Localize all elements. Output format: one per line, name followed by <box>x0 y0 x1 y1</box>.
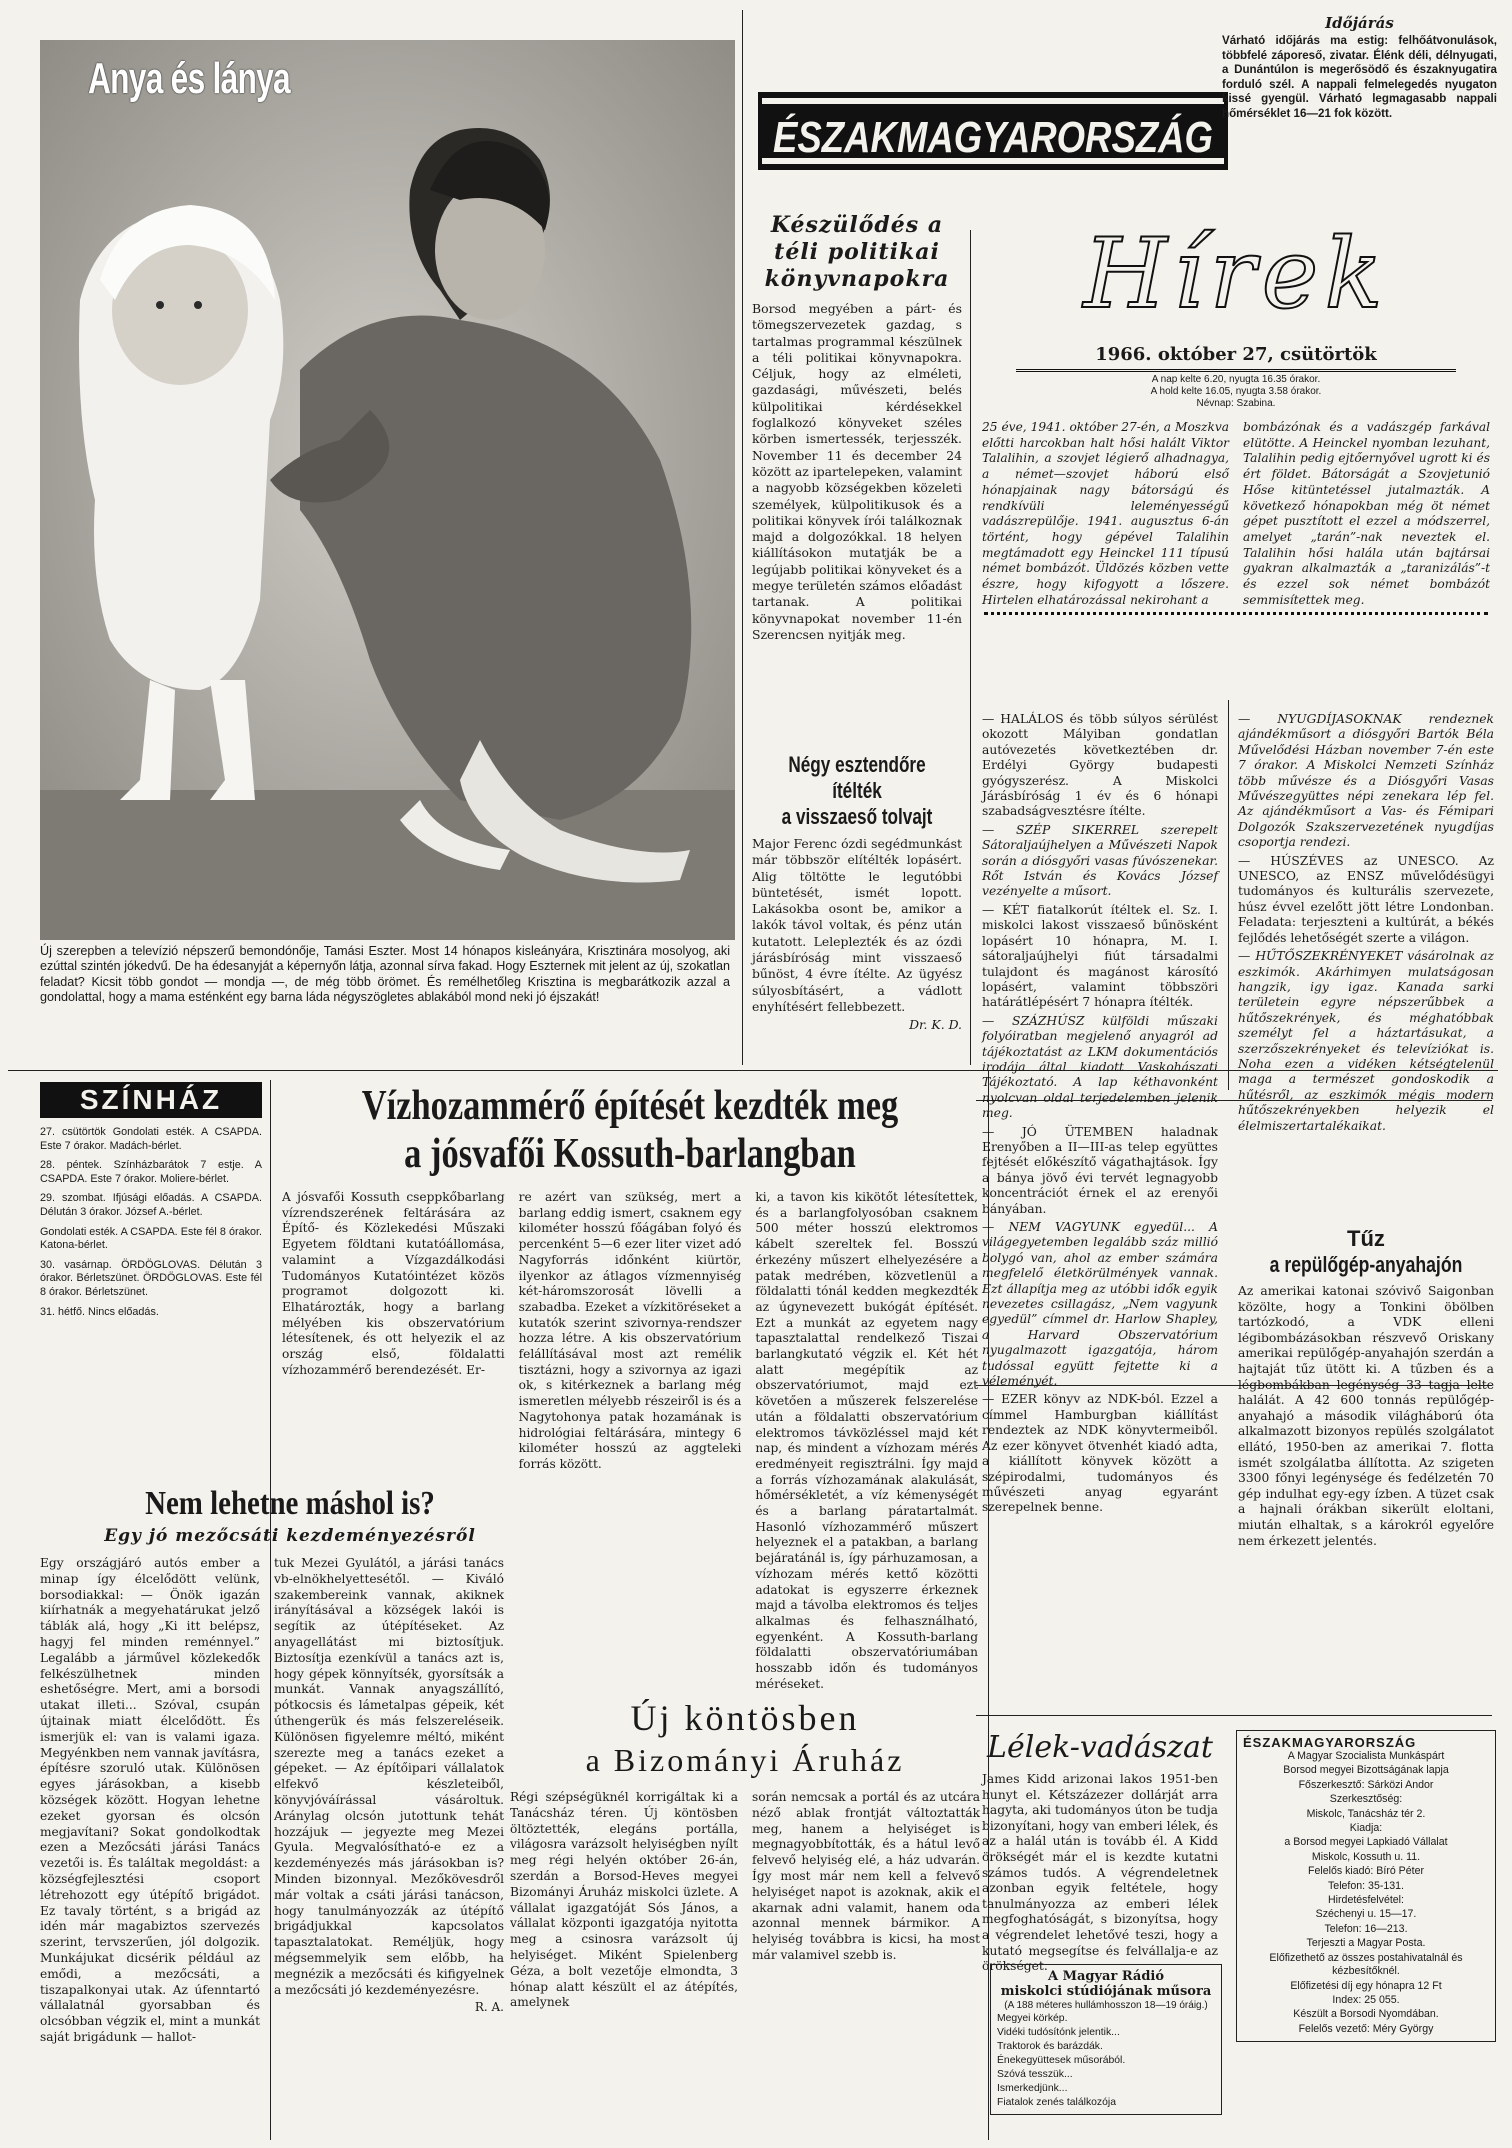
photo <box>40 40 735 940</box>
diamond-rule <box>984 612 1488 615</box>
masthead <box>758 82 1303 192</box>
impresszum-line: Index: 25 055. <box>1332 1993 1400 2006</box>
brief-huszeves: — HÚSZÉVES az UNESCO. Az UNESCO, az ENSZ művelődésügyi tudományos és kulturális szervezete, húsz évvel ezelőtt jött létre Londonban. Feladata: terjeszteni a kultúrát, a békés fejlődés lehetőségét szerte a világon. <box>1238 853 1494 945</box>
masthead-logo <box>758 82 1303 192</box>
brief-ket: — KÉT fiatalkorút ítéltek el. Sz. I. miskolci lakost visszaeső bűnösként lopásért 10 hónapra, M. I. sátoraljaújhelyi fiút társadalmi tulajdont és magánost károsító lopásért, valamint többszöri határátlépésért 7 hónapra ítélték. <box>982 902 1218 1010</box>
brief-left <box>982 712 1218 1516</box>
brief-nem-vagyunk: — NEM VAGYUNK egyedül... A világegyetemben legalább száz millió bolygó van, ahol az ember számára megfelelő életkörülmények vannak. Ezt állapítja meg az utóbbi idők egyik nevezetes csillagász, „Nem vagyunk egyedül” címmel dr. Harlow Shapley, a Harvard Obszervatórium nyugalmazott igazgatója, három tudóssal együtt fejtette ki a véleményét. <box>982 1220 1218 1389</box>
brief-szazhusz: — SZÁZHÚSZ külföldi műszaki folyóiratban megjelenő anyagról ad tájékoztatást az LKM dokumentációs irodája által kiadott Vaskohászati Tájékoztató. A lap kéthavonként nyolcvan oldal terjedelemben jelenik meg. <box>982 1013 1218 1121</box>
impresszum-line: Miskolc, Tanácsház tér 2. <box>1306 1807 1426 1820</box>
weather-box <box>1222 14 1497 122</box>
hirek-nameday: Névnap: Szabina. <box>1196 398 1276 409</box>
szinhaz-item: 29. szombat. Ifjúsági előadás. A CSAPDA. Délután 3 órakor. József A.-bérlet. <box>40 1192 262 1218</box>
impresszum-line: Telefon: 16—213. <box>1324 1922 1408 1935</box>
impresszum-line: Előfizetési díj egy hónapra 12 Ft <box>1290 1979 1442 1992</box>
impresszum-line: Széchenyi u. 15—17. <box>1315 1908 1417 1921</box>
negy-ev-title-1: Négy esztendőre ítélték <box>788 752 926 803</box>
szinhaz-item: Gondolati esték. A CSAPDA. Este fél 8 órakor. Katona-bérlet. <box>40 1225 262 1252</box>
vizhozam-col2: re azért van szükség, mert a barlang eddig ismert, csaknem egy kilométer hosszú főágában folyó és percenként 5—6 ezer liter vizet adó Nagyforrás időnként kiürtör, ilyenkor az átlagos vízmennyiség két-háromszorosát lövelli a szabadba. Ezeket a vízkitöréseket a kutatók szerint szivornya-rendszer hozza létre. A kis obszervatórium felállításával most azt remélik tisztázni, hogy a szivornya az igazi ok, s kitérkeznek a barlang még ismeretlen mélyebb részeiről is és a Nagytohonya patak hozamának is hidrológiai feltárására, mintegy 6 kilométer hosszú az aggteleki forrás között. <box>518 1190 742 1471</box>
hirek-sun: A nap kelte 6.20, nyugta 16.35 órakor. <box>1151 374 1321 385</box>
brief-szep: — SZÉP SIKERREL szerepelt Sátoraljaújhelyen a Művészeti Napok során a diósgyőri vasas fúvószenekar. Rőt István és Kovács József vezényelte a műsort. <box>982 822 1218 899</box>
mother-daughter-photo <box>40 40 735 940</box>
anniv-right: bombázónak és a vadászgép farkával elütötte. A Heinckel nyomban lezuhant, Talalihin pedig ejtőernyővel ugrott ki és ért földet. Bátorságát a Szovjetunió Hőse kitüntetéssel jutalmazták. A következő hónapokban még öt német gépet pusztított el ezzel a módszerrel, amelyet „tarán”-nak neveztek el. Talalihin hősi halála után bajtársai gyakran alkalmazták a „taranizálás”-t és ezzel sok német bombázót semmisítettek meg. <box>1243 420 1490 607</box>
impresszum-line: Készült a Borsodi Nyomdában. <box>1293 2008 1439 2021</box>
radio-title-2: miskolci stúdiójának műsora <box>1000 1984 1212 1999</box>
photo-story <box>40 40 735 1050</box>
szinhaz-item: 28. péntek. Színházbarátok 7 estje. A CSAPDA. Este 7 órakor. Moliere-bérlet. <box>40 1159 262 1185</box>
hirek-section <box>976 214 1496 615</box>
brief-nyugdij: — NYUGDÍJASOKNAK rendeznek ajándékműsort a diósgyőri Bartók Béla Művelődési Házban november 7-én este 7 órakor. A Miskolci Nemzeti Színház több művésze és a Diósgyőri Vasas Művészegyüttes népi zenekara lép fel. Az ajándékműsort a Vas- és Fémipari Dolgozók Szakszervezetének nyugdíjas csoportja rendezi. <box>1238 712 1494 850</box>
nem-lehetne-col1: Egy országjáró autós ember a minap így élcelődött velünk, borsodiakkal: — Önök igazán kiírhatnák a megyehatárukat jelző táblák alá, hogy „Ki itt belépsz, hagyj fel minden reménnyel.” Legalább a járművel közlekedők felkészülhetnek minden eshetőségre. Mert, ami a borsodi utakat illeti... Szóval, csupán újtainak miatt élcelődött. És ismerjük el: van is valami igaza. Megyénkben nem vannak javításra, építésre szoruló utak. Különösen egyes járásokban, a kisebb községek között. Hogyan lehetne ezeket gyorsan és olcsón megjavítani? Sokat gondolkodtak ezen a Mezőcsáti járási Tanács vezetői is. És találtak megoldást: a községfejlesztési csoport létrehozott egy útépítő brigádot. Ez tavaly történt, s a brigád az idén már magabiztos szervezés szerint, tervszerűen, jól dolgozik. Munkájukat dicsérik például az emődi, a mezőcsáti, a tiszapalkonyai utak. Az úfenntartó vállalatnál gyorsabban és olcsóbban végzik el, mint a munkát saját brigádunk — hallot- <box>40 1556 260 2044</box>
keszulodes-title: Készülődés a téli politikai könyvnapokra <box>764 212 950 292</box>
brief-jo-utemben: — JÓ ÜTEMBEN haladnak Erenyőben a II—III-as telep együttes fejtését előkészítő vágathajtások. Így a bánya jövő évi tervét legnagyobb koncentrációt érnek el az erenyői bányában. <box>982 1124 1218 1216</box>
tuz-article <box>1238 1226 1494 1549</box>
radio-item: Fiatalok zenés találkozója <box>997 2097 1116 2108</box>
impresszum-line: Terjeszti a Magyar Posta. <box>1306 1937 1426 1950</box>
keszulodes-article <box>752 212 962 643</box>
impresszum-line: Borsod megyei Bizottságának lapja <box>1283 1764 1449 1777</box>
radio-item: Énekegyüttesek műsorából. <box>997 2055 1126 2066</box>
nem-lehetne-subtitle: Egy jó mezőcsáti kezdeményezésről <box>104 1526 476 1546</box>
vizhozam-col1: A jósvafői Kossuth cseppkőbarlang vízrendszerének feltárására az Építő- és Közlekedési Műszaki Egyetem földtani kutatóállomása, valamint a Vízgazdálkodási Tudományos Kutatóintézet közös programot dolgozott ki. Elhatározták, hogy a barlang mélyében kis obszervatórium létesítenek, és ott helyezik el az ország első, földalatti vízhozammérő berendezését. Er- <box>282 1190 505 1377</box>
impresszum-line: Szerkesztőség: <box>1329 1793 1403 1806</box>
negy-ev-article <box>752 752 962 1032</box>
lelek-title: Lélek-vadászat <box>987 1730 1213 1765</box>
impresszum-line: Előfizethető az összes postahivatalnál és kézbesítőknél. <box>1269 1951 1463 1978</box>
impresszum-line: Kiadja: <box>1349 1822 1383 1835</box>
photo-caption: Új szerepben a televízió népszerű bemondónője, Tamási Eszter. Most 14 hónapos kisleányára, Krisztinára mosolyog, aki ezúttal szintén jókedvű. De ha édesanyját a képernyőn látja, azonnal sírva fakad. Hogy Eszternek mit jelent az új, szokatlan feladat? Kicsit több gondot — mondja —, de még több örömet. És remélhetőleg Krisztina is megbarátkozik azzal a gondolattal, hogy a mama esténként egy barna láda négyszögletes ablakából mond neki jó éjszakát! <box>40 944 730 1005</box>
impresszum-line: A Magyar Szocialista Munkáspárt <box>1287 1750 1445 1762</box>
hirek-logo: Hírek <box>1083 218 1389 330</box>
tuz-title-1: Tűz <box>1347 1226 1385 1251</box>
hirek-date: 1966. október 27, csütörtök <box>1095 344 1377 365</box>
impresszum-line: Miskolc, Kossuth u. 11. <box>1311 1850 1421 1863</box>
bizomanyi-title-2: a Bizományi Áruház <box>585 1742 905 1778</box>
impresszum-line: a Borsod megyei Lapkiadó Vállalat <box>1284 1836 1448 1849</box>
bizomanyi-col1: Régi szépségüknél korrigáltak ki a Tanácsház téren. Új köntösben öltöztették, elegáns portálla, világosra varázsolt helyiségben nyílt meg régi helyén október 26-án, szerdán a Borsod-Heves megyei Bizományi Áruház miskolci üzlete. A vállalat igazgatóját Sós János, a vállalat központi igazgatója nyitotta meg a csinosra varázsolt új helyiséget. Miként Spielenberg Géza, a bolt vezetője elmondta, 3 hónap alatt készült el az átépítés, amelynek <box>510 1790 738 2010</box>
impresszum-line: Felelős vezető: Méry György <box>1298 2022 1434 2035</box>
brief-ezer: — EZER könyv az NDK-ból. Ezzel a címmel Hamburgban kiállítást rendeztek az NDK könyvtermeiből. Az ezer könyvet ötvenhét kiadó adta, a kiállított könyvek között a szépirodalmi, tudományos és művészeti anyag egyaránt szerepelnek benne. <box>982 1392 1218 1515</box>
radio-item: Vidéki tudósítónk jelentik... <box>997 2027 1120 2038</box>
radio-item: Traktorok és barázdák. <box>997 2041 1103 2052</box>
negy-ev-body: Major Ferenc ózdi segédmunkást már többször elítélték lopásért. Alig töltötte le legutóbbi büntetését, ismét lopott. Lakásokba osont be, amikor a lakók távol voltak, és pénz után kutatott. Leleplezték és az ózdi járásbíróság mint visszaeső bűnöst, 4 évre ítélte. Az ügyész súlyosbításért, a vádlott enyhítésért fellebbezett. <box>752 836 962 1014</box>
szinhaz-item: 31. hétfő. Nincs előadás. <box>40 1305 159 1318</box>
brief-hutoszekreny: — HŰTŐSZEKRÉNYEKET vásárolnak az eszkimók. Akárhimyen mulatságosan hangzik, igy igaz. Kanada sarki területein egyre népszerűbbek a hűtőszekrények, és méghatóbbak személyt fel a háztartásukat, a szerzőszekrényeket és televíziókat is. Noha ezen a vidéken kétségtelenül maga a természet gondoskodik a hűtésről, az eszkimók mégis modern hűtőszekrényekben helyezik el élelmiszertartalékaikat. <box>1238 949 1494 1133</box>
radio-meta: (A 188 méteres hullámhosszon 18—19 óráig.) <box>1004 2000 1208 2011</box>
bizomanyi-title-1: Új köntösben <box>630 1698 860 1738</box>
vizhozam-title-1: Vízhozammérő építését kezdték meg <box>361 1083 899 1129</box>
vizhozam-title-2: a jósvafői Kossuth-barlangban <box>404 1131 856 1177</box>
photo-title: Anya és lánya <box>88 54 290 103</box>
masthead-name: ÉSZAKMAGYARORSZÁG <box>773 113 1303 162</box>
lelek-body: James Kidd arizonai lakos 1951-ben hunyt el. Kétszázezer dollárját arra hagyta, aki tudományos úton be tudja bizonyítani, hogy van emberi lélek, és az a halál után is tovább él. A Kidd örökségét már el is kezdte kutatni számos tudós. A végrendeletnek azonban egyik feltétele, hogy tanulmányozza az emberi lélek megfoghatóságát, s bizonyítsa, hogy a végrendelet lehetővé teszi, hogy a kutató megsegítse és felvállalja-e az örökséget. <box>982 1772 1218 1974</box>
szinhaz-item: 27. csütörtök Gondolati esték. A CSAPDA. Este 7 órakor. Madách-bérlet. <box>40 1126 262 1152</box>
radio-box <box>990 1964 1222 2115</box>
anniv-left: 25 éve, 1941. október 27-én, a Moszkva előtti harcokban halt hősi halált Viktor Talalihin, a szovjet légierő alhadnagya, a német—szovjet háború első hónapjainak nagy bátorságú és rendkívüli leleményességű vadászrepülője. 1941. augusztus 6-án történt, hogy gépével Talalihin megtámadott egy Heinckel 111 típusú német bombázót. Üldözés közben vette észre, hogy kifogyott a lőszere. Hirtelen elhatározással nekirohant a <box>982 420 1229 607</box>
keszulodes-body: Borsod megyében a párt- és tömegszervezetek gazdag, s tartalmas programmal készülnek a téli politikai könyvnapokra. Céljuk, hogy az elméleti, gazdasági, művészeti, belés külpolitikai kérdésekkel foglalkozó könyveket széles körben ismertessék, terjesszék. November 11 és december 24 között az ipartelepeken, valamint a nagyobb községekben közeleti személyek, külpolitikusok és a politikai könyvek írói találkoznak majd a dolgozókkal. 18 helyen kiállításokon mutatják be a legújabb politikai könyveket és a megye területén számos előadást tartanak. A politikai könyvnapokat november 11-én Szerencsen nyitják meg. <box>752 301 962 642</box>
szinhaz-box <box>40 1082 262 1325</box>
impresszum-lines <box>1243 1750 1489 2036</box>
negy-ev-title-2: a visszaeső tolvajt <box>781 804 933 829</box>
brief-halalos: — HALÁLOS és több súlyos sérülést okozott Mályiban gondatlan autóvezetés következtében dr. Erdélyi György budapesti gyógyszerész. A Miskolci Járásbíróság 1 év és 6 hónapi szabadságvesztésre ítélte. <box>982 712 1218 819</box>
nem-lehetne-col2: tuk Mezei Gyulától, a járási tanács vb-elnökhelyettesétől. — Kiváló szakembereink vannak, akiknek irányításával a községek lakói is segítik az útépítéseket. Az anyagellátást mi biztosítjuk. Biztosítja ezenkívül a tanács azt is, hogy gépek könnyítsék, gyorsítsák a munkát. Vannak anyagszállító, pótkocsis és lámetalpas gépeik, két úthengerük és más felszereléseik. Különösen figyelemre méltó, miként szerezte meg a tanács ezeket a gépeket. — Az építőipari vállalatok elfekvő készleteiből, könyvjóváírással vásároltuk. Aránylag olcsón jutottunk tehát hozzájuk — jegyezte meg Mezei Gyula. Megvalósítható-e ez a kezdeményezés más járásokban is? Minden bizonnyal. Mezőkövesdről már voltak a csáti járási tanácson, hogy tanulmányozzák az útépítő brigádjukkal kapcsolatos tapasztalatokat. Reméljük, hogy mégsemmelyik sem előbb, ha megnézik a mezőcsáti és kifigyelnek a mezőcsáti jó kezdeményezésre. <box>274 1556 504 1997</box>
negy-ev-signature: Dr. K. D. <box>909 1017 962 1033</box>
nem-lehetne-signature: R. A. <box>474 2000 504 2015</box>
impresszum-line: Felelős kiadó: Bíró Péter <box>1308 1865 1424 1878</box>
radio-item: Megyei körkép. <box>997 2013 1068 2024</box>
lelek-article <box>982 1730 1218 1975</box>
impresszum-line: Telefon: 35-131. <box>1328 1879 1404 1892</box>
radio-item: Szóvá tesszük... <box>997 2069 1073 2080</box>
weather-text: Várható időjárás ma estig: felhőátvonulások, többfelé záporeső, zivatar. Élénk déli, délnyugati, a Dunántúlon is megerősödő és északnyugatira forduló szél. A nappali felmelegedés nyugaton kissé gyengül. Várható legmagasabb nappali hőmérséklet 16—21 fok között. <box>1222 34 1497 120</box>
vizhozam-col3: ki, a tavon kis kikötőt létesítettek, és a barlangfolyosóban csaknem 500 méter hosszú elektromos kábelt szereltek fel. Bosszú érkezény műszert elhelyezésére a patak medrében, közvetlenül a földalatti tónál kedden megkezdték az úgynevezett bukógát építését. Ezt a munkát az egyetem nagy tapasztalattal rendelkező Tiszai barlangkutató végzik el. Két hét alatt megépítik az obszervatóriumot, majd ezt követően a műszerek felszerelése után a földalatti obszervatórium elektromos távközléssel majd két nap, és mindent a vízhozam mérés eredményeit regisztrálni. Így majd a forrás vízhozamának alakulását, hőmérsékletét, a víz kémenységét és a barlang páratartalmát. Hasonló vízhozammérő műszert helyeznek el a patakban, a barlang bejáratánál is, így párhuzamosan, a vízhozam mérés kettő közötti adatokat is egyszerre érkeznek majd a távolba elektromos és teljes alkalmas és felhasználható, egyenként. A Kossuth-barlang földalatti obszervatóriumában hosszabb időn és tudományos méréseket. <box>755 1190 979 1691</box>
szinhaz-item: 30. vasárnap. ÖRDÖGLOVAS. Délután 3 órakor. Bérletszünet. ÖRDÖGLOVAS. Este fél 8 órakor. Bérletszünet. <box>40 1258 262 1298</box>
brief-right <box>1238 712 1494 1134</box>
impresszum-line: Hirdetésfelvétel: <box>1328 1894 1404 1907</box>
radio-items <box>997 2012 1215 2109</box>
bizomanyi-article <box>510 1696 980 2011</box>
weather-title: Időjárás <box>1325 14 1394 32</box>
impresszum <box>1236 1730 1496 2042</box>
tuz-body: Az amerikai katonai szóvivő Saigonban közölte, hogy a Tonkini öbölben tartózkodó, a VDK elleni légibombázásokban részvevő Oriskany amerikai repülőgép-anyahajón szerdán a hajtaját tűz ütött ki. A tűzben és a légbombákban legénység 33 tagja lelte halálát. A 42 600 tonnás repülőgép-anyahajó a második világháború óta alkalmazott bizonyos repülés szolgálatot ellátó, 1950-ben az amerikai 7. flotta ismét szolgálatba állította. Az szigeten 3300 főnyi legénysége és fedélzetén 70 gép indulhat egy-egy ízben. A tüzet csak a hajnali órákban sikerült eloltani, miután elhaltak, s a károkról egyelőre nem érkezett jelentés. <box>1238 1284 1494 1548</box>
tuz-title-2: a repülőgép-anyahajón <box>1269 1252 1463 1277</box>
radio-item: Ismerkedjünk... <box>997 2083 1068 2094</box>
bizomanyi-col2: során nemcsak a portál és az utcára néző ablak frontját változtatták meg, hanem a helyiséget is megnagyobbították, és a hátul levő felvevő helyiség elé, a ház udvarán. Így most már nem kell a felvevő helyiséget napot is azoknak, akik el akarnak adni valamit, hanem oda azonnal mennek bármikor. A helyiség továbbra is kicsi, ha most már valamivel szebb is. <box>752 1790 980 1962</box>
impresszum-title: ÉSZAKMAGYARORSZÁG <box>1243 1735 1417 1750</box>
nem-lehetne-title: Nem lehetne máshol is? <box>145 1485 435 1522</box>
szinhaz-label: SZÍNHÁZ <box>40 1082 262 1118</box>
nem-lehetne-article <box>40 1484 540 2046</box>
hirek-moon: A hold kelte 16.05, nyugta 3.58 órakor. <box>1150 386 1322 397</box>
impresszum-line: Főszerkesztő: Sárközi Andor <box>1298 1778 1434 1791</box>
szinhaz-items <box>40 1126 262 1319</box>
radio-title-1: A Magyar Rádió <box>1047 1969 1165 1984</box>
